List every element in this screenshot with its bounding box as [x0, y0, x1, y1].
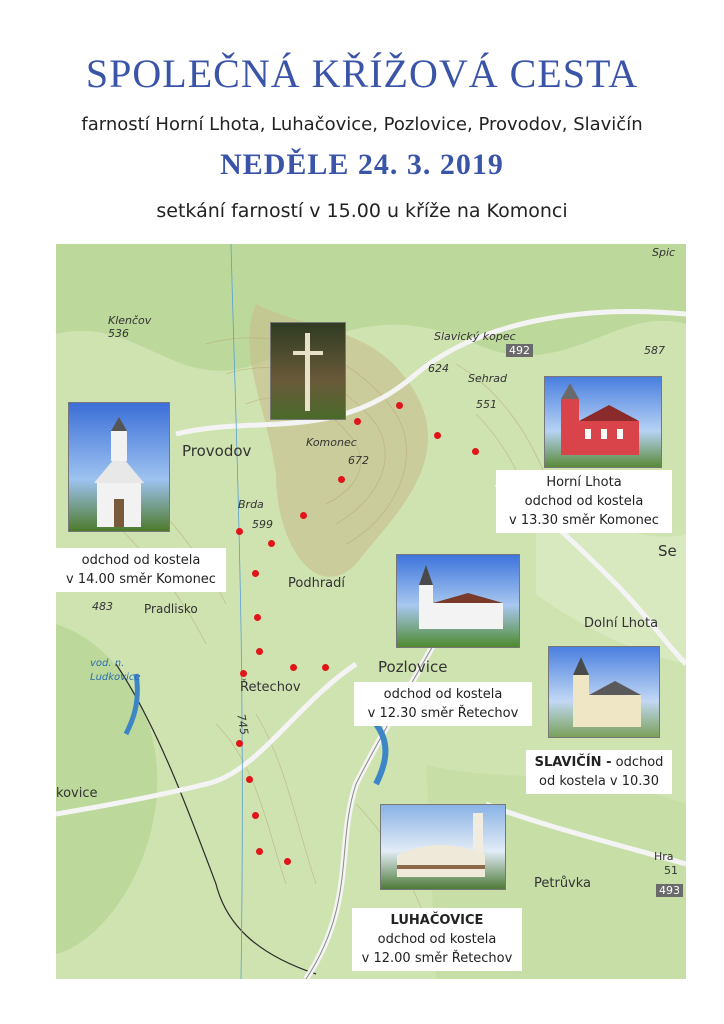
- slavicin-departure: odchod: [611, 755, 664, 770]
- provodov-time: v 14.00 směr Komonec: [66, 572, 216, 587]
- label-slavicky-kopec: Slavický kopec: [434, 330, 516, 343]
- pozlovice-time: v 12.30 směr Řetechov: [367, 706, 519, 721]
- horni-lhota-church-photo: [544, 376, 662, 468]
- route-dot: [396, 402, 403, 409]
- label-brda: Brda: [238, 498, 264, 511]
- label-sehrad-height: 551: [476, 398, 497, 411]
- route-dot: [338, 476, 345, 483]
- route-map: [56, 244, 686, 979]
- label-peak-483: 483: [92, 600, 113, 613]
- label-pradlisko: Pradlisko: [144, 602, 198, 616]
- route-dot: [300, 512, 307, 519]
- label-klencov: Klenčov 536: [108, 314, 152, 340]
- route-dot: [284, 858, 291, 865]
- label-745: 745: [234, 713, 251, 736]
- label-petruvka: Petrůvka: [534, 876, 592, 891]
- route-dot: [472, 448, 479, 455]
- label-retechov: Řetechov: [240, 680, 301, 695]
- label-brda-height: 599: [252, 518, 273, 531]
- label-provodov: Provodov: [182, 442, 252, 460]
- cross-photo: [270, 322, 346, 420]
- route-dot: [254, 614, 261, 621]
- label-road-492: 492: [506, 344, 533, 357]
- label-se: Se: [658, 542, 677, 560]
- luhacovice-departure: odchod od kostela: [377, 932, 497, 947]
- route-dot: [322, 664, 329, 671]
- label-kovice: kovice: [56, 786, 98, 801]
- luhacovice-info: [352, 908, 522, 971]
- route-dot: [354, 418, 361, 425]
- meeting-info: setkání farností v 15.00 u kříže na Komonci: [156, 200, 568, 222]
- route-dot: [252, 812, 259, 819]
- page-title: SPOLEČNÁ KŘÍŽOVÁ CESTA: [85, 51, 639, 96]
- label-ludkovice: Ludkovice: [90, 672, 141, 683]
- label-peak-587: 587: [644, 344, 665, 357]
- luhacovice-church-photo: [380, 804, 506, 890]
- slavicin-time: od kostela v 10.30: [539, 774, 659, 789]
- label-sehrad: Sehrad: [468, 372, 507, 385]
- route-dot: [290, 664, 297, 671]
- label-vod-n: vod. n.: [90, 658, 125, 669]
- luhacovice-name: LUHAČOVICE: [390, 913, 484, 928]
- route-dot: [256, 848, 263, 855]
- provodov-church-photo: [68, 402, 170, 532]
- horni-lhota-departure: odchod od kostela: [524, 494, 644, 509]
- route-dot: [240, 670, 247, 677]
- horni-lhota-name: Horní Lhota: [546, 475, 622, 490]
- label-road-493: 493: [656, 884, 683, 897]
- route-dot: [236, 740, 243, 747]
- label-pozlovice: Pozlovice: [378, 658, 448, 676]
- label-hra: Hra: [654, 850, 674, 863]
- route-dot: [256, 648, 263, 655]
- route-dot: [268, 540, 275, 547]
- slavicin-name: SLAVIČÍN -: [534, 755, 612, 770]
- route-dot: [246, 776, 253, 783]
- route-dot: [434, 432, 441, 439]
- route-dot: [252, 570, 259, 577]
- pozlovice-departure: odchod od kostela: [383, 687, 503, 702]
- label-dolni-lhota: Dolní Lhota: [584, 616, 659, 631]
- luhacovice-time: v 12.00 směr Řetechov: [361, 951, 513, 966]
- label-komonec: Komonec: [306, 436, 357, 449]
- slavicin-church-photo: [548, 646, 660, 738]
- pozlovice-info: [354, 682, 532, 726]
- label-slavicky-height: 624: [428, 362, 449, 375]
- label-hra-num: 51: [664, 864, 678, 877]
- provodov-info: [56, 548, 226, 592]
- horni-lhota-time: v 13.30 směr Komonec: [509, 513, 659, 528]
- provodov-departure: odchod od kostela: [81, 553, 201, 568]
- parishes-subtitle: farností Horní Lhota, Luhačovice, Pozlovice, Provodov, Slavičín: [81, 114, 643, 135]
- pozlovice-church-photo: [396, 554, 520, 648]
- label-komonec-height: 672: [348, 454, 369, 467]
- label-spic: Spic: [652, 246, 676, 259]
- route-dot: [236, 528, 243, 535]
- label-podhradi: Podhradí: [288, 576, 345, 591]
- slavicin-info: [526, 750, 672, 794]
- horni-lhota-info: [496, 470, 672, 533]
- event-date: NEDĚLE 24. 3. 2019: [220, 148, 504, 181]
